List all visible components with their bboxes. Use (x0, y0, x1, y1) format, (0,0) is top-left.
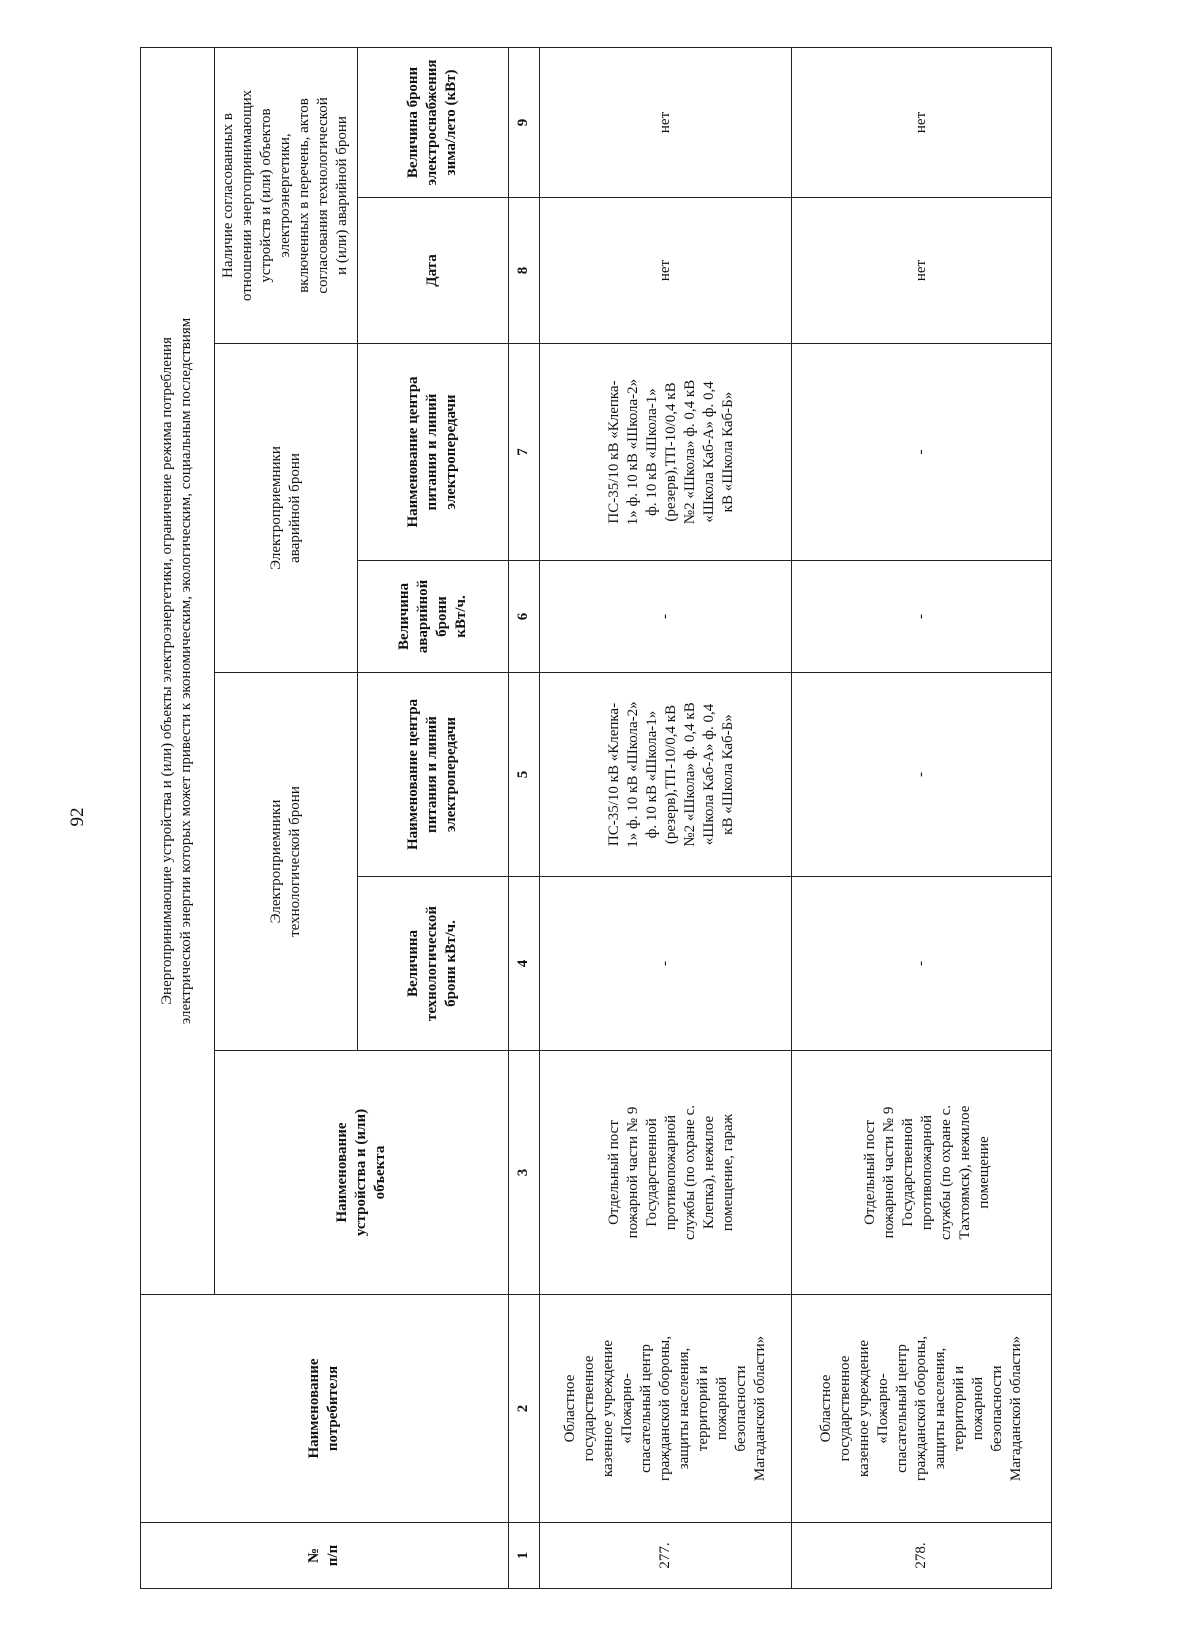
tech-center: - (791, 673, 1051, 877)
agreement-date: нет (540, 198, 792, 344)
agreement-date: нет (791, 198, 1051, 344)
header-emerg-center: Наименование центра питания и линий электропередачи (357, 344, 508, 561)
column-number: 8 (508, 198, 539, 344)
consumer-name: Областное государственное казенное учреждение «Пожарно- спасательный центр гражданской обороны, защиты населения, территорий и пожарной безопасности Магаданской области» (540, 1295, 792, 1523)
column-number: 1 (508, 1523, 539, 1589)
header-group-emerg: Электроприемники аварийной брони (214, 344, 357, 673)
table-row (540, 47, 792, 1588)
header-tech-value: Величина технологической брони кВт/ч. (357, 877, 508, 1051)
emerg-center: ПС-35/10 кВ «Клепка- 1» ф. 10 кВ «Школа-2» ф. 10 кВ «Школа-1» (резерв),ТП-10/0,4 кВ №2 «Школа» ф. 0,4 кВ «Школа Каб-А» ф. 0,4 кВ «Школа Каб-Б» (540, 344, 792, 561)
column-number: 3 (508, 1051, 539, 1295)
object-name: Отдельный пост пожарной части № 9 Государственной противопожарной службы (по охране с. Клепка), нежилое помещение, гараж (540, 1051, 792, 1295)
column-number: 7 (508, 344, 539, 561)
column-number: 2 (508, 1295, 539, 1523)
column-number: 9 (508, 47, 539, 197)
power-reserve: нет (791, 47, 1051, 197)
header-group-main: Энергопринимающие устройства и (или) объекты электроэнергетики, ограничение режима потребления электрической энергии которых может привести к экономическим, экологическим, социальным последствиям (141, 47, 215, 1294)
header-tech-center: Наименование центра питания и линий электропередачи (357, 673, 508, 877)
column-number-row (508, 47, 539, 1588)
column-number: 6 (508, 561, 539, 673)
rotated-table-wrapper (140, 48, 1052, 1589)
header-object: Наименование устройства и (или) объекта (214, 1051, 508, 1295)
consumer-name: Областное государственное казенное учреждение «Пожарно- спасательный центр гражданской обороны, защиты населения, территорий и пожарной безопасности Магаданской области» (791, 1295, 1051, 1523)
emerg-center: - (791, 344, 1051, 561)
header-group-tech: Электроприемники технологической брони (214, 673, 357, 1051)
header-group-agreed: Наличие согласованных в отношении энергопринимающих устройств и (или) объектов электроэнергетики, включенных в перечень, актов согласования технологической и (или) аварийной брони (214, 47, 357, 343)
row-number: 277. (540, 1523, 792, 1589)
header-power: Величина брони электроснабжения зима/лето (кВт) (357, 47, 508, 197)
table-row (791, 47, 1051, 1588)
header-row-1 (141, 47, 215, 1588)
consumer-table (140, 47, 1052, 1589)
power-reserve: нет (540, 47, 792, 197)
header-emerg-value: Величина аварийной брони кВт/ч. (357, 561, 508, 673)
tech-value: - (540, 877, 792, 1051)
header-num: № п/п (141, 1523, 509, 1589)
column-number: 5 (508, 673, 539, 877)
header-date: Дата (357, 198, 508, 344)
tech-value: - (791, 877, 1051, 1051)
tech-center: ПС-35/10 кВ «Клепка- 1» ф. 10 кВ «Школа-2» ф. 10 кВ «Школа-1» (резерв),ТП-10/0,4 кВ №2 «Школа» ф. 0,4 кВ «Школа Каб-А» ф. 0,4 кВ «Школа Каб-Б» (540, 673, 792, 877)
page-number: 92 (67, 807, 88, 827)
column-number: 4 (508, 877, 539, 1051)
object-name: Отдельный пост пожарной части № 9 Государственной противопожарной службы (по охране с. Тахтоямск), нежилое помещение (791, 1051, 1051, 1295)
emerg-value: - (791, 561, 1051, 673)
emerg-value: - (540, 561, 792, 673)
row-number: 278. (791, 1523, 1051, 1589)
header-consumer: Наименование потребителя (141, 1295, 509, 1523)
